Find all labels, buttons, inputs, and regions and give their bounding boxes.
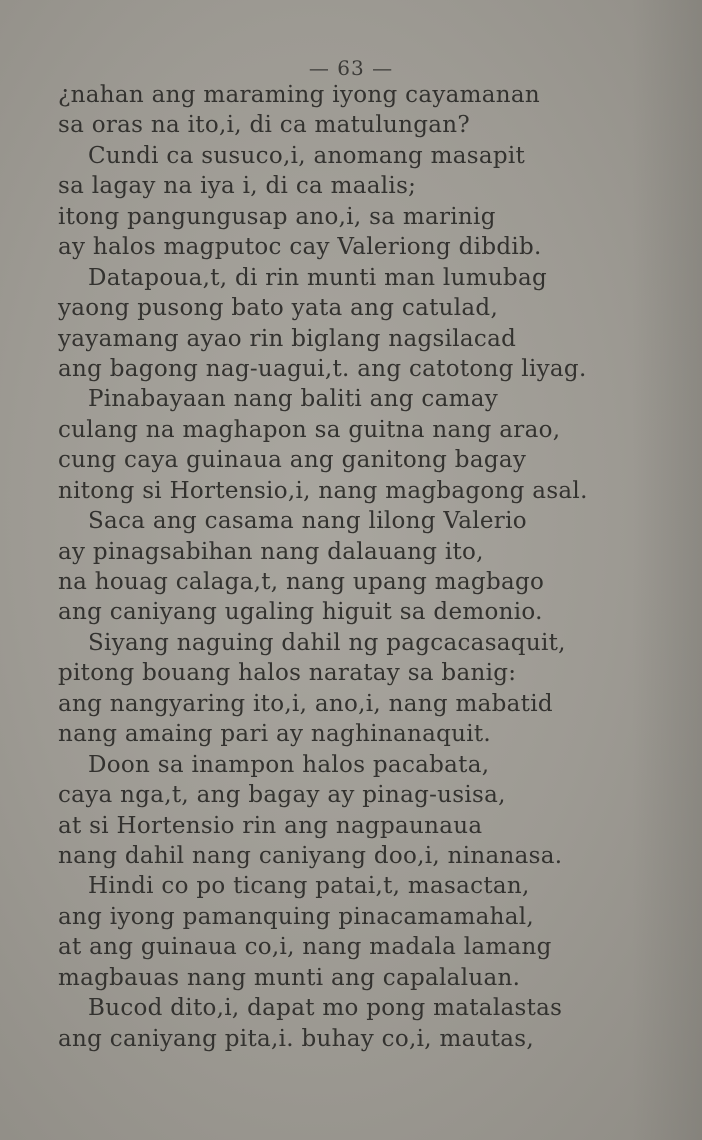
text-line: ay pinagsabihan nang dalauang ito,	[58, 538, 484, 565]
text-line: Doon sa inampon halos pacabata,	[88, 751, 490, 778]
text-line: nang dahil nang caniyang doo,i, ninanasa.	[58, 842, 563, 869]
text-line: Bucod dito,i, dapat mo pong matalastas	[88, 995, 563, 1022]
text-line: Datapoua,t, di rin munti man lumubag	[88, 264, 547, 291]
text-line: ang nangyaring ito,i, ano,i, nang mabatid	[58, 690, 553, 717]
text-line: pitong bouang halos naratay sa banig:	[58, 660, 517, 687]
text-line: Siyang naguing dahil ng pagcacasaquit,	[88, 629, 566, 656]
text-line: itong pangungusap ano,i, sa marinig	[58, 203, 496, 230]
poem-text	[58, 80, 658, 1054]
text-line: Cundi ca susuco,i, anomang masapit	[88, 142, 526, 169]
text-line: caya nga,t, ang bagay ay pinag-usisa,	[58, 782, 506, 809]
text-line: ang caniyang ugaling higuit sa demonio.	[58, 599, 543, 626]
text-line: ang iyong pamanquing pinacamamahal,	[58, 903, 535, 930]
text-line: nang amaing pari ay naghinanaquit.	[58, 721, 492, 748]
text-line: ¿nahan ang maraming iyong cayamanan	[58, 82, 541, 108]
text-line: at si Hortensio rin ang nagpaunaua	[58, 812, 483, 839]
text-line: yayamang ayao rin biglang nagsilacad	[58, 325, 517, 352]
text-line: culang na maghapon sa guitna nang arao,	[58, 416, 561, 443]
text-line: Pinabayaan nang baliti ang camay	[88, 386, 499, 413]
text-line: ay halos magputoc cay Valeriong dibdib.	[58, 234, 542, 261]
text-line: sa lagay na iya i, di ca maalis;	[58, 173, 417, 200]
text-line: nitong si Hortensio,i, nang magbagong asal.	[58, 477, 588, 504]
text-line: magbauas nang munti ang capalaluan.	[58, 964, 521, 991]
text-line: sa oras na ito,i, di ca matulungan?	[58, 112, 471, 139]
text-line: at ang guinaua co,i, nang madala lamang	[58, 934, 552, 961]
text-line: yaong pusong bato yata ang catulad,	[58, 295, 499, 322]
text-line: ang bagong nag-uagui,t. ang catotong liyag.	[58, 355, 587, 382]
text-line: Saca ang casama nang lilong Valerio	[88, 508, 527, 535]
text-line: cung caya guinaua ang ganitong bagay	[58, 447, 527, 474]
text-line: na houag calaga,t, nang upang magbago	[58, 569, 545, 595]
text-line: ang caniyang pita,i. buhay co,i, mautas,	[58, 1025, 534, 1052]
text-line: Hindi co po ticang patai,t, masactan,	[88, 873, 530, 900]
page-number: — 63 —	[308, 56, 394, 80]
